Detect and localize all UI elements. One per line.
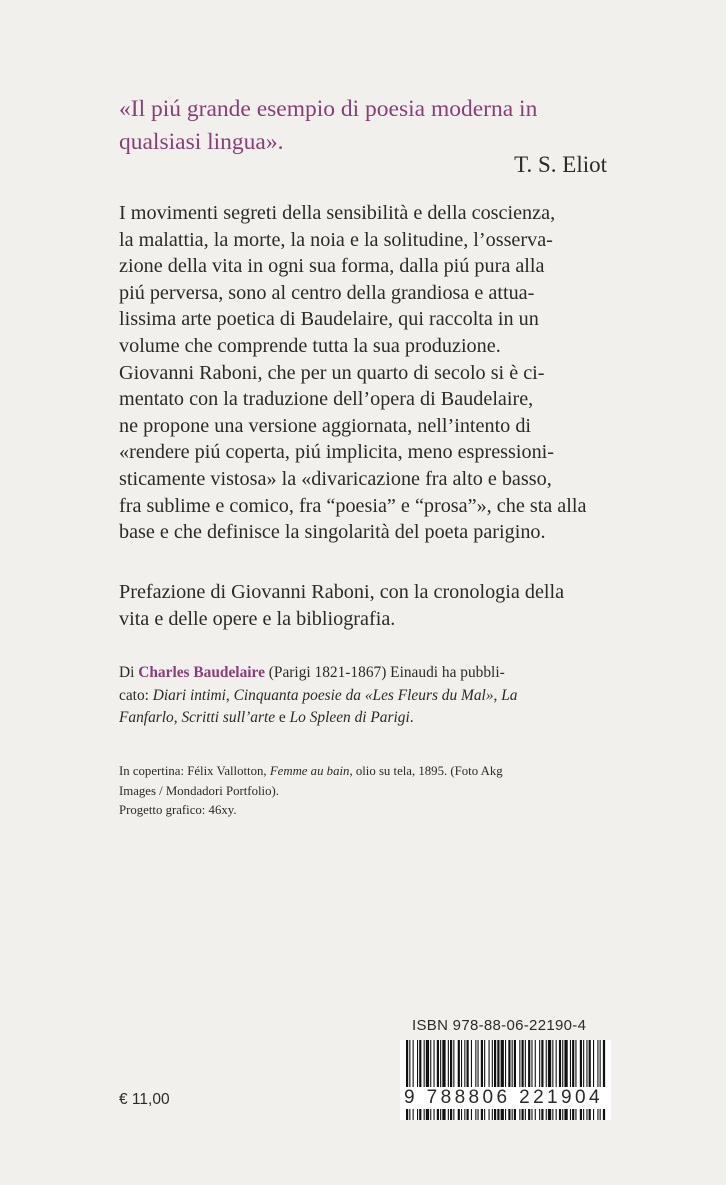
cover-credits <box>119 762 614 821</box>
blurb-line: fra sublime e comico, fra “poesia” e “prosa”», che sta alla <box>119 494 587 517</box>
author-bio <box>119 662 614 730</box>
quote-author: T. S. Eliot <box>514 152 607 177</box>
bio-text: , <box>225 686 234 704</box>
artwork-title: Femme au bain <box>269 764 350 778</box>
price: € 11,00 <box>119 1091 170 1108</box>
quote-line: qualsiasi lingua». <box>119 129 284 155</box>
blurb-line: base e che definisce la singolarità del poeta parigino. <box>119 521 546 544</box>
credits-line: Images / Mondadori Portfolio). <box>119 783 279 798</box>
blurb-line: I movimenti segreti della sensibilità e della coscienza, <box>119 202 556 224</box>
bio-line <box>119 707 614 730</box>
blurb-line: sticamente vistosa» la «divaricazione fra alto e basso, <box>119 467 552 490</box>
bio-text: . <box>409 709 414 726</box>
blurb-line: «rendere piú coperta, piú implicita, meno espressioni- <box>119 441 555 464</box>
isbn-label: ISBN 978-88-06-22190-4 <box>412 1017 587 1034</box>
bio-text: e <box>275 709 290 726</box>
blurb-line: Giovanni Raboni, che per un quarto di secolo si è ci- <box>119 361 545 384</box>
design-credit: Progetto grafico: 46xy. <box>119 803 237 817</box>
blurb-line: la malattia, la morte, la noia e la solitudine, l’osserva- <box>119 228 553 251</box>
work-title: Diari intimi <box>152 686 226 704</box>
bio-prefix: Di <box>119 664 139 681</box>
bio-line <box>119 685 614 708</box>
quote-line: «Il piú grande esempio di poesia moderna in <box>119 96 538 122</box>
barcode-digits: 9 788806 221904 <box>402 1087 611 1109</box>
work-title: Fanfarlo <box>119 709 174 726</box>
credits-text: , olio su tela, 1895. (Foto Akg <box>349 764 503 778</box>
bio-dates: (Parigi 1821-1867) Einaudi ha pubbli- <box>264 664 505 681</box>
work-title: Cinquanta poesie da «Les Fleurs du Mal» <box>233 686 494 704</box>
work-title: La <box>501 686 518 704</box>
bio-line <box>119 662 614 685</box>
bio-text: , <box>173 709 182 726</box>
blurb-line: lissima arte poetica di Baudelaire, qui raccolta in un <box>119 308 539 331</box>
author-name: Charles Baudelaire <box>138 664 265 681</box>
preface-note <box>119 579 614 632</box>
blurb-line: piú perversa, sono al centro della grandiosa e attua- <box>119 281 535 304</box>
preface-line: Prefazione di Giovanni Raboni, con la cronologia della <box>119 581 565 603</box>
credits-text: In copertina: Félix Vallotton, <box>119 764 270 778</box>
bio-text: , <box>493 686 502 704</box>
blurb-description <box>119 200 614 546</box>
credits-line <box>119 762 614 782</box>
bio-text: cato: <box>119 686 153 704</box>
blurb-line: volume che comprende tutta la sua produzione. <box>119 334 501 357</box>
preface-line: vita e delle opere e la bibliografia. <box>119 607 396 630</box>
blurb-line: mentato con la traduzione dell’opera di Baudelaire, <box>119 388 534 411</box>
work-title: Lo Spleen di Parigi <box>289 709 410 726</box>
blurb-line: zione della vita in ogni sua forma, dalla piú pura alla <box>119 255 545 278</box>
work-title: Scritti sull’arte <box>181 709 276 726</box>
blurb-line: ne propone una versione aggiornata, nell’intento di <box>119 414 532 437</box>
